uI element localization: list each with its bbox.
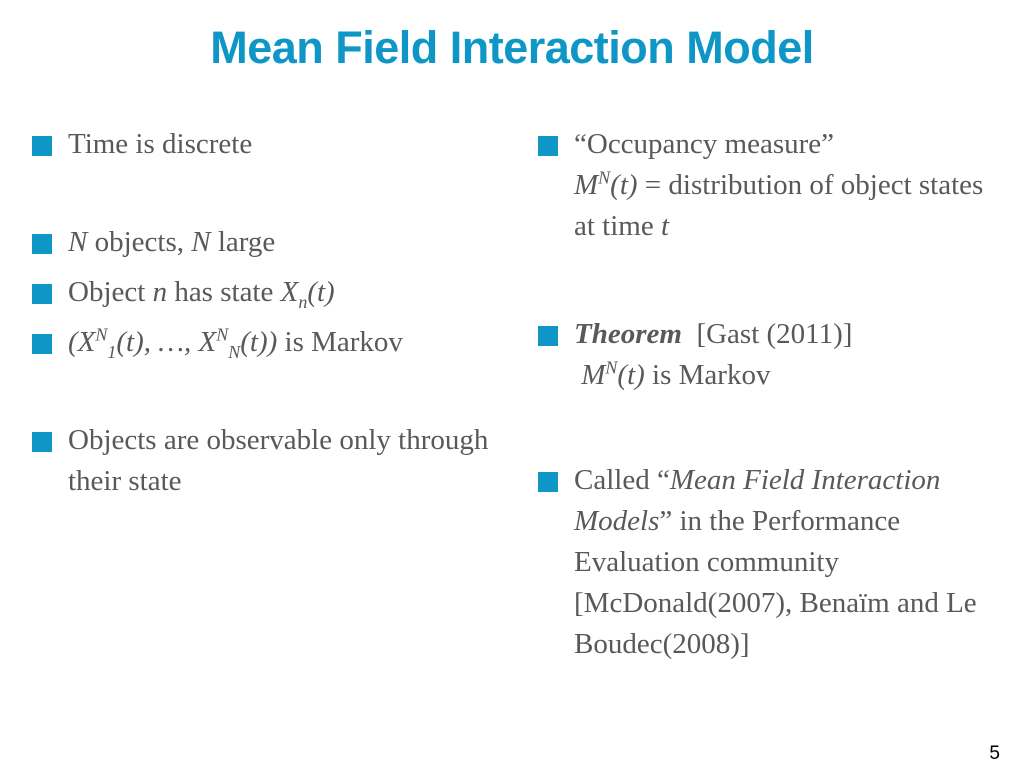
var-n: N	[191, 226, 211, 258]
text-is-markov: is Markov	[644, 359, 771, 391]
sub-n: N	[228, 341, 241, 362]
bullet-object-state	[30, 272, 500, 313]
sub-1: 1	[107, 341, 117, 362]
var-n: N	[68, 226, 88, 258]
text-objects: objects,	[87, 226, 192, 258]
bullet-text: Objects are observable only through their state	[68, 424, 489, 497]
text-large: large	[210, 226, 276, 258]
slide-title: Mean Field Interaction Model	[210, 22, 814, 73]
bullet-time-discrete	[30, 124, 500, 165]
var-t: t	[660, 210, 670, 242]
bullet-n-objects	[30, 222, 500, 263]
var-t: (t)	[617, 359, 645, 391]
square-bullet-icon	[32, 234, 52, 254]
text-called: Called “	[574, 464, 670, 496]
bullet-text: Time is discrete	[68, 128, 253, 160]
var-x: X	[280, 276, 299, 308]
var-n: n	[152, 276, 168, 308]
square-bullet-icon	[538, 326, 558, 346]
bullet-theorem	[536, 314, 1006, 396]
theorem-label: Theorem	[574, 318, 682, 350]
text-object: Object	[68, 276, 153, 308]
bullet-observable	[30, 420, 500, 502]
square-bullet-icon	[538, 472, 558, 492]
square-bullet-icon	[32, 432, 52, 452]
math-part: (X	[68, 326, 96, 358]
text-references: ” in the Performance Evaluation community [McDonald(2007), Benaïm and Le Boudec(2008)]	[574, 505, 977, 660]
page-number: 5	[989, 743, 1000, 764]
sup-n: N	[95, 324, 108, 345]
theorem-citation: [Gast (2011)]	[696, 318, 853, 350]
left-bullet-list	[30, 124, 500, 502]
bullet-occupancy-measure	[536, 124, 1006, 247]
bullet-called-mfim	[536, 460, 1006, 665]
text-mfim: Mean Field Interaction Models	[574, 464, 941, 537]
square-bullet-icon	[32, 284, 52, 304]
var-m: M	[581, 359, 606, 391]
square-bullet-icon	[538, 136, 558, 156]
sup-n: N	[605, 357, 618, 378]
math-part: (t))	[240, 326, 278, 358]
var-t: (t)	[610, 169, 638, 201]
text-is-markov: is Markov	[277, 326, 403, 358]
square-bullet-icon	[32, 136, 52, 156]
sup-n: N	[216, 324, 229, 345]
text-distribution: = distribution of object states at time	[574, 169, 984, 242]
text-has-state: has state	[167, 276, 281, 308]
right-bullet-list	[536, 124, 1006, 665]
sup-n: N	[598, 167, 611, 188]
bullet-markov-tuple	[30, 322, 500, 363]
text-occupancy: “Occupancy measure”	[574, 128, 835, 160]
var-m: M	[574, 169, 599, 201]
square-bullet-icon	[32, 334, 52, 354]
var-t: (t)	[307, 276, 335, 308]
sub-n: n	[298, 291, 308, 312]
math-part: (t), …, X	[116, 326, 217, 358]
